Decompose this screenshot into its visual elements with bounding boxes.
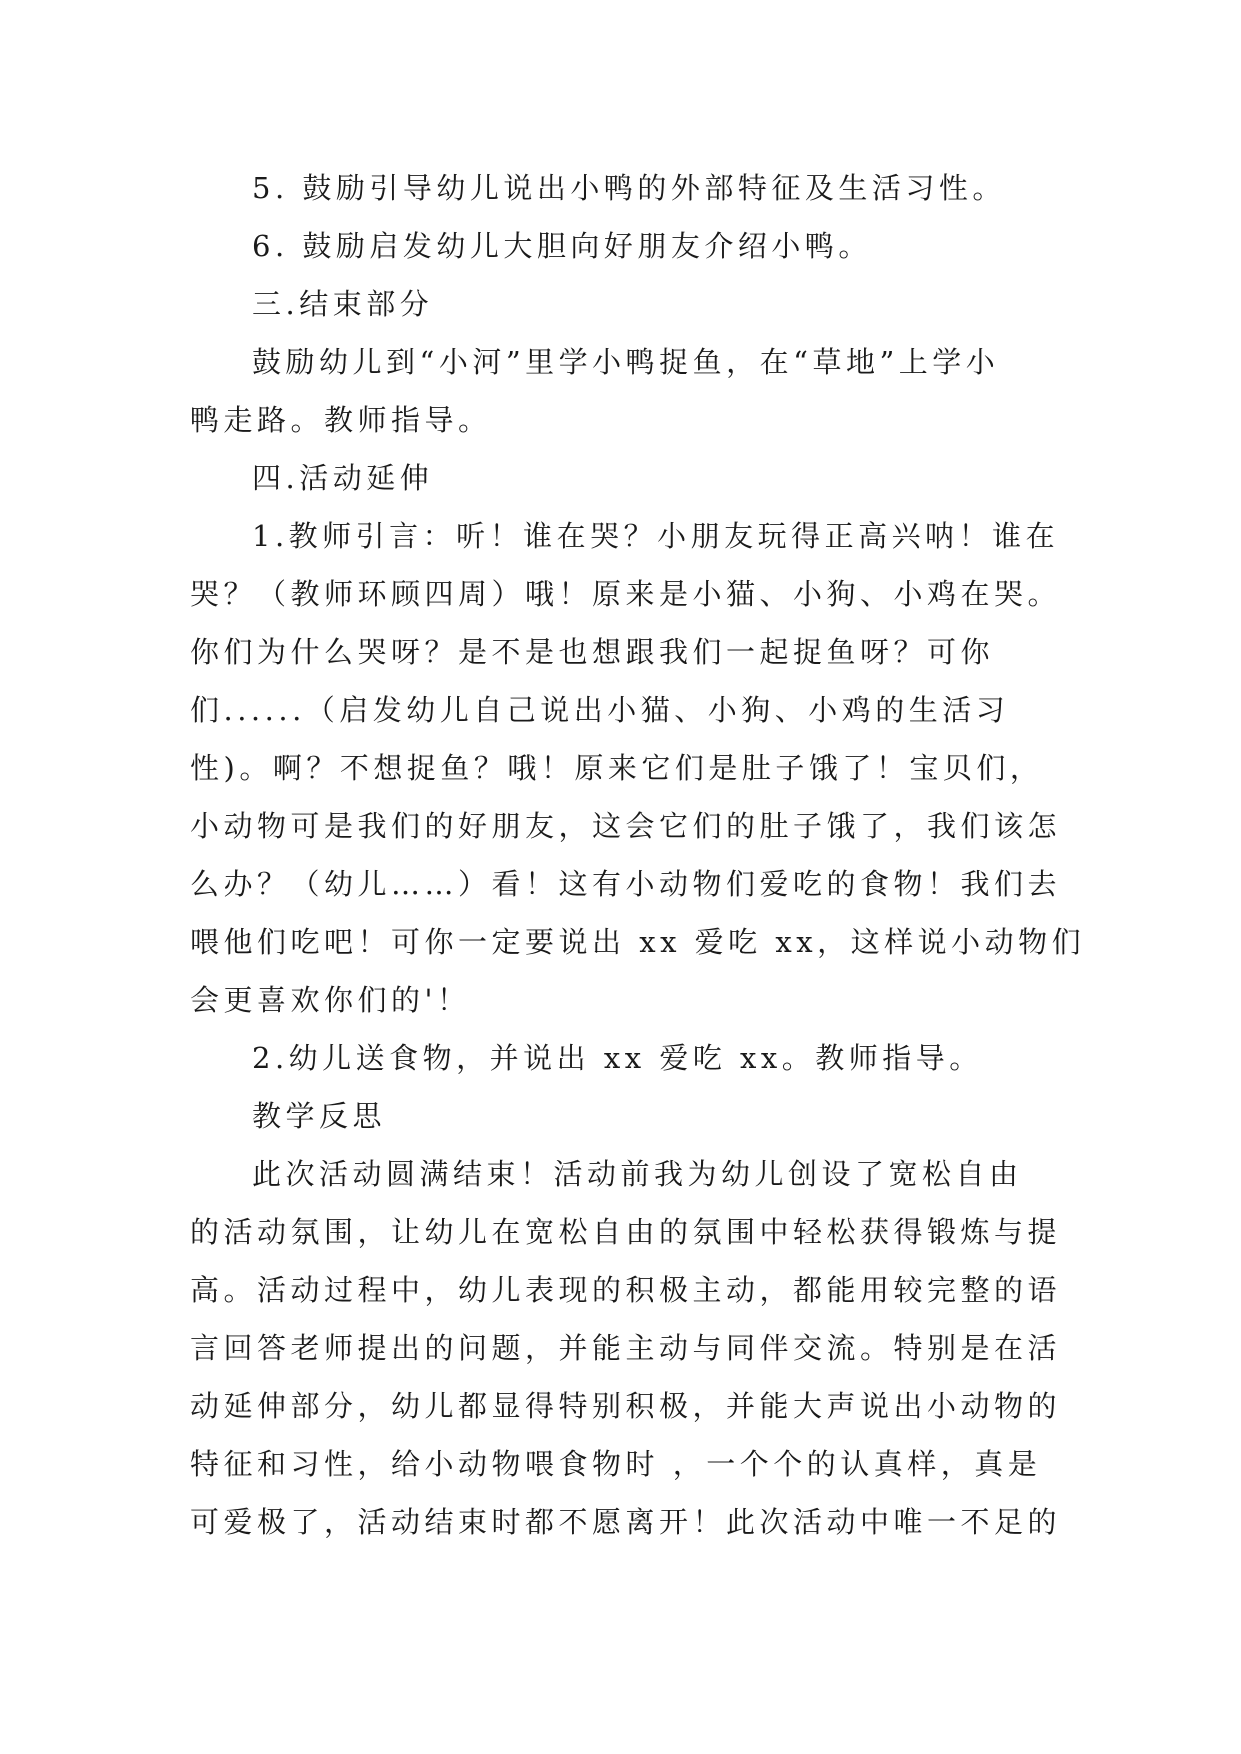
section-heading: 三.结束部分 — [252, 287, 434, 321]
text-line: 的活动氛围，让幼儿在宽松自由的氛围中轻松获得锻炼与提 — [190, 1215, 1062, 1249]
text-line: 2.幼儿送食物，并说出 xx 爱吃 xx。教师指导。 — [252, 1041, 983, 1075]
text-line: 你们为什么哭呀？是不是也想跟我们一起捉鱼呀？可你 — [190, 635, 995, 669]
text-line: 哭？（教师环顾四周）哦！原来是小猫、小狗、小鸡在哭。 — [190, 577, 1062, 611]
section-heading: 四.活动延伸 — [252, 461, 434, 495]
text-line: 小动物可是我们的好朋友，这会它们的肚子饿了，我们该怎 — [190, 809, 1062, 843]
section-heading: 教学反思 — [252, 1099, 387, 1133]
text-line: 性)。啊？不想捉鱼？哦！原来它们是肚子饿了！宝贝们， — [190, 751, 1044, 785]
text-line: 喂他们吃吧！可你一定要说出 xx 爱吃 xx，这样说小动物们 — [190, 925, 1086, 959]
text-line: 高。活动过程中，幼儿表现的积极主动，都能用较完整的语 — [190, 1273, 1062, 1307]
text-line: 会更喜欢你们的'！ — [190, 983, 471, 1017]
text-line: 此次活动圆满结束！活动前我为幼儿创设了宽松自由 — [252, 1157, 1023, 1191]
text-line: 们......（启发幼儿自己说出小猫、小狗、小鸡的生活习 — [190, 693, 1010, 727]
text-line: 1.教师引言：听！谁在哭？小朋友玩得正高兴呐！谁在 — [252, 519, 1060, 553]
text-line: 鼓励幼儿到“小河”里学小鸭捉鱼，在“草地”上学小 — [252, 345, 1000, 379]
text-line: 鸭走路。教师指导。 — [190, 403, 492, 437]
text-line: 么办？（幼儿……）看！这有小动物们爱吃的食物！我们去 — [190, 867, 1062, 901]
text-line: 可爱极了，活动结束时都不愿离开！此次活动中唯一不足的 — [190, 1505, 1062, 1539]
text-line: 言回答老师提出的问题，并能主动与同伴交流。特别是在活 — [190, 1331, 1062, 1365]
text-line: 动延伸部分，幼儿都显得特别积极，并能大声说出小动物的 — [190, 1389, 1062, 1423]
text-line: 6. 鼓励启发幼儿大胆向好朋友介绍小鸭。 — [252, 229, 872, 263]
text-line: 特征和习性，给小动物喂食物时 ，一个个的认真样，真是 — [190, 1447, 1042, 1481]
text-line: 5. 鼓励引导幼儿说出小鸭的外部特征及生活习性。 — [252, 171, 1006, 205]
